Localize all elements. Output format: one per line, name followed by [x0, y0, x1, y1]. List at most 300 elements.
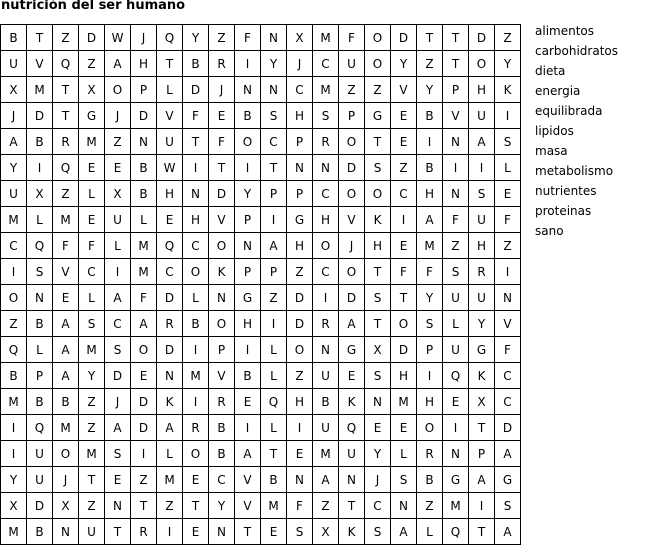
- grid-cell[interactable]: Y: [391, 51, 417, 77]
- grid-cell[interactable]: F: [209, 129, 235, 155]
- grid-cell[interactable]: D: [157, 285, 183, 311]
- grid-cell[interactable]: M: [131, 259, 157, 285]
- grid-cell[interactable]: D: [495, 415, 521, 441]
- grid-cell[interactable]: E: [391, 233, 417, 259]
- grid-cell[interactable]: E: [105, 467, 131, 493]
- grid-cell[interactable]: B: [417, 155, 443, 181]
- grid-cell[interactable]: B: [209, 441, 235, 467]
- grid-cell[interactable]: N: [313, 337, 339, 363]
- grid-cell[interactable]: E: [391, 129, 417, 155]
- grid-cell[interactable]: Q: [443, 363, 469, 389]
- grid-cell[interactable]: D: [339, 285, 365, 311]
- grid-cell[interactable]: Q: [157, 233, 183, 259]
- grid-cell[interactable]: Y: [183, 25, 209, 51]
- grid-cell[interactable]: T: [105, 519, 131, 545]
- grid-cell[interactable]: B: [313, 389, 339, 415]
- grid-cell[interactable]: I: [1, 441, 27, 467]
- grid-cell[interactable]: Z: [1, 311, 27, 337]
- grid-cell[interactable]: T: [157, 51, 183, 77]
- grid-cell[interactable]: M: [313, 25, 339, 51]
- grid-cell[interactable]: A: [105, 415, 131, 441]
- grid-cell[interactable]: O: [417, 415, 443, 441]
- grid-cell[interactable]: A: [235, 441, 261, 467]
- grid-cell[interactable]: N: [157, 363, 183, 389]
- grid-cell[interactable]: H: [365, 233, 391, 259]
- grid-cell[interactable]: S: [391, 467, 417, 493]
- grid-cell[interactable]: Z: [417, 51, 443, 77]
- grid-cell[interactable]: M: [1, 389, 27, 415]
- grid-cell[interactable]: U: [443, 337, 469, 363]
- grid-cell[interactable]: B: [1, 25, 27, 51]
- grid-cell[interactable]: H: [417, 181, 443, 207]
- grid-cell[interactable]: A: [105, 51, 131, 77]
- grid-cell[interactable]: D: [105, 363, 131, 389]
- grid-cell[interactable]: N: [261, 77, 287, 103]
- grid-cell[interactable]: F: [131, 285, 157, 311]
- grid-cell[interactable]: Q: [53, 51, 79, 77]
- grid-cell[interactable]: M: [79, 337, 105, 363]
- grid-cell[interactable]: R: [209, 51, 235, 77]
- grid-cell[interactable]: A: [1, 129, 27, 155]
- grid-cell[interactable]: S: [365, 155, 391, 181]
- grid-cell[interactable]: T: [183, 493, 209, 519]
- grid-cell[interactable]: Y: [1, 155, 27, 181]
- grid-cell[interactable]: Q: [27, 233, 53, 259]
- grid-cell[interactable]: M: [1, 207, 27, 233]
- grid-cell[interactable]: I: [131, 441, 157, 467]
- grid-cell[interactable]: M: [313, 441, 339, 467]
- grid-cell[interactable]: C: [313, 259, 339, 285]
- grid-cell[interactable]: N: [443, 441, 469, 467]
- grid-cell[interactable]: U: [339, 51, 365, 77]
- grid-cell[interactable]: U: [339, 441, 365, 467]
- grid-cell[interactable]: O: [339, 181, 365, 207]
- grid-cell[interactable]: L: [27, 337, 53, 363]
- grid-cell[interactable]: A: [53, 311, 79, 337]
- grid-cell[interactable]: D: [391, 25, 417, 51]
- grid-cell[interactable]: G: [469, 337, 495, 363]
- grid-cell[interactable]: S: [365, 519, 391, 545]
- grid-cell[interactable]: S: [105, 441, 131, 467]
- grid-cell[interactable]: I: [235, 415, 261, 441]
- grid-cell[interactable]: T: [235, 519, 261, 545]
- grid-cell[interactable]: B: [53, 389, 79, 415]
- grid-cell[interactable]: X: [1, 493, 27, 519]
- grid-cell[interactable]: J: [209, 77, 235, 103]
- grid-cell[interactable]: G: [235, 285, 261, 311]
- grid-cell[interactable]: U: [79, 519, 105, 545]
- grid-cell[interactable]: A: [495, 519, 521, 545]
- grid-cell[interactable]: E: [79, 155, 105, 181]
- grid-cell[interactable]: I: [443, 415, 469, 441]
- grid-cell[interactable]: J: [339, 233, 365, 259]
- grid-cell[interactable]: D: [287, 285, 313, 311]
- grid-cell[interactable]: H: [183, 207, 209, 233]
- grid-cell[interactable]: R: [313, 129, 339, 155]
- grid-cell[interactable]: P: [131, 77, 157, 103]
- grid-cell[interactable]: U: [443, 285, 469, 311]
- grid-cell[interactable]: C: [365, 493, 391, 519]
- grid-cell[interactable]: S: [365, 285, 391, 311]
- grid-cell[interactable]: C: [313, 51, 339, 77]
- grid-cell[interactable]: E: [79, 207, 105, 233]
- grid-cell[interactable]: Q: [443, 519, 469, 545]
- grid-cell[interactable]: C: [79, 259, 105, 285]
- grid-cell[interactable]: N: [131, 129, 157, 155]
- grid-cell[interactable]: E: [391, 415, 417, 441]
- grid-cell[interactable]: E: [261, 519, 287, 545]
- grid-cell[interactable]: R: [183, 415, 209, 441]
- grid-cell[interactable]: P: [417, 337, 443, 363]
- grid-cell[interactable]: T: [365, 259, 391, 285]
- grid-cell[interactable]: Y: [209, 493, 235, 519]
- grid-cell[interactable]: L: [391, 441, 417, 467]
- grid-cell[interactable]: Z: [391, 155, 417, 181]
- grid-cell[interactable]: D: [157, 337, 183, 363]
- grid-cell[interactable]: J: [53, 467, 79, 493]
- grid-cell[interactable]: V: [443, 103, 469, 129]
- grid-cell[interactable]: F: [183, 103, 209, 129]
- grid-cell[interactable]: I: [261, 207, 287, 233]
- grid-cell[interactable]: I: [469, 493, 495, 519]
- grid-cell[interactable]: N: [235, 233, 261, 259]
- grid-cell[interactable]: X: [469, 389, 495, 415]
- grid-cell[interactable]: N: [183, 181, 209, 207]
- grid-cell[interactable]: I: [287, 415, 313, 441]
- grid-cell[interactable]: H: [131, 51, 157, 77]
- grid-cell[interactable]: F: [391, 259, 417, 285]
- grid-cell[interactable]: N: [235, 77, 261, 103]
- grid-cell[interactable]: O: [287, 337, 313, 363]
- grid-cell[interactable]: N: [287, 155, 313, 181]
- grid-cell[interactable]: U: [469, 103, 495, 129]
- grid-cell[interactable]: G: [339, 337, 365, 363]
- grid-cell[interactable]: B: [235, 363, 261, 389]
- grid-cell[interactable]: D: [391, 337, 417, 363]
- grid-cell[interactable]: F: [417, 259, 443, 285]
- grid-cell[interactable]: R: [469, 259, 495, 285]
- grid-cell[interactable]: S: [79, 311, 105, 337]
- grid-cell[interactable]: A: [131, 311, 157, 337]
- grid-cell[interactable]: H: [157, 181, 183, 207]
- grid-cell[interactable]: F: [495, 337, 521, 363]
- grid-cell[interactable]: P: [209, 337, 235, 363]
- grid-cell[interactable]: S: [365, 363, 391, 389]
- grid-cell[interactable]: O: [1, 285, 27, 311]
- grid-cell[interactable]: Z: [313, 493, 339, 519]
- grid-cell[interactable]: L: [157, 441, 183, 467]
- grid-cell[interactable]: J: [1, 103, 27, 129]
- grid-cell[interactable]: I: [417, 363, 443, 389]
- grid-cell[interactable]: M: [27, 77, 53, 103]
- grid-cell[interactable]: O: [105, 77, 131, 103]
- grid-cell[interactable]: U: [27, 441, 53, 467]
- grid-cell[interactable]: C: [287, 77, 313, 103]
- grid-cell[interactable]: J: [365, 467, 391, 493]
- grid-cell[interactable]: Q: [27, 415, 53, 441]
- grid-cell[interactable]: F: [287, 493, 313, 519]
- grid-cell[interactable]: N: [287, 467, 313, 493]
- grid-cell[interactable]: L: [27, 207, 53, 233]
- grid-cell[interactable]: E: [339, 363, 365, 389]
- grid-cell[interactable]: X: [365, 337, 391, 363]
- grid-cell[interactable]: C: [391, 181, 417, 207]
- grid-cell[interactable]: I: [183, 389, 209, 415]
- grid-cell[interactable]: Q: [157, 25, 183, 51]
- grid-cell[interactable]: L: [105, 233, 131, 259]
- grid-cell[interactable]: O: [53, 441, 79, 467]
- grid-cell[interactable]: I: [183, 337, 209, 363]
- grid-cell[interactable]: H: [287, 233, 313, 259]
- grid-cell[interactable]: O: [209, 311, 235, 337]
- grid-cell[interactable]: R: [53, 129, 79, 155]
- grid-cell[interactable]: M: [131, 233, 157, 259]
- grid-cell[interactable]: L: [495, 155, 521, 181]
- grid-cell[interactable]: H: [417, 389, 443, 415]
- grid-cell[interactable]: T: [183, 129, 209, 155]
- grid-cell[interactable]: Y: [495, 51, 521, 77]
- grid-cell[interactable]: F: [53, 233, 79, 259]
- grid-cell[interactable]: R: [313, 311, 339, 337]
- grid-cell[interactable]: I: [1, 259, 27, 285]
- grid-cell[interactable]: J: [287, 51, 313, 77]
- grid-cell[interactable]: B: [27, 389, 53, 415]
- grid-cell[interactable]: F: [235, 25, 261, 51]
- grid-cell[interactable]: Z: [79, 493, 105, 519]
- grid-cell[interactable]: L: [261, 415, 287, 441]
- grid-cell[interactable]: Z: [209, 25, 235, 51]
- grid-cell[interactable]: V: [495, 311, 521, 337]
- grid-cell[interactable]: Y: [417, 77, 443, 103]
- grid-cell[interactable]: E: [495, 181, 521, 207]
- grid-cell[interactable]: Q: [1, 337, 27, 363]
- grid-cell[interactable]: Y: [261, 51, 287, 77]
- grid-cell[interactable]: S: [105, 337, 131, 363]
- grid-cell[interactable]: E: [53, 285, 79, 311]
- grid-cell[interactable]: O: [365, 25, 391, 51]
- grid-cell[interactable]: V: [391, 77, 417, 103]
- grid-cell[interactable]: L: [261, 337, 287, 363]
- grid-cell[interactable]: K: [157, 389, 183, 415]
- grid-cell[interactable]: I: [261, 311, 287, 337]
- grid-cell[interactable]: L: [183, 285, 209, 311]
- grid-cell[interactable]: Z: [79, 51, 105, 77]
- grid-cell[interactable]: E: [287, 441, 313, 467]
- grid-cell[interactable]: O: [365, 181, 391, 207]
- grid-cell[interactable]: O: [391, 311, 417, 337]
- grid-cell[interactable]: N: [391, 493, 417, 519]
- grid-cell[interactable]: S: [261, 103, 287, 129]
- grid-cell[interactable]: S: [417, 311, 443, 337]
- grid-cell[interactable]: M: [53, 415, 79, 441]
- grid-cell[interactable]: T: [443, 25, 469, 51]
- grid-cell[interactable]: H: [287, 389, 313, 415]
- grid-cell[interactable]: Q: [53, 155, 79, 181]
- grid-cell[interactable]: U: [105, 207, 131, 233]
- grid-cell[interactable]: A: [53, 363, 79, 389]
- grid-cell[interactable]: D: [27, 493, 53, 519]
- grid-cell[interactable]: T: [53, 77, 79, 103]
- grid-cell[interactable]: T: [365, 311, 391, 337]
- grid-cell[interactable]: T: [79, 467, 105, 493]
- grid-cell[interactable]: H: [235, 311, 261, 337]
- grid-cell[interactable]: Y: [365, 441, 391, 467]
- grid-cell[interactable]: G: [287, 207, 313, 233]
- grid-cell[interactable]: I: [417, 129, 443, 155]
- grid-cell[interactable]: C: [183, 233, 209, 259]
- grid-cell[interactable]: C: [1, 233, 27, 259]
- grid-cell[interactable]: B: [417, 467, 443, 493]
- grid-cell[interactable]: A: [313, 467, 339, 493]
- grid-cell[interactable]: P: [469, 441, 495, 467]
- grid-cell[interactable]: N: [209, 519, 235, 545]
- grid-cell[interactable]: T: [339, 493, 365, 519]
- grid-cell[interactable]: B: [209, 415, 235, 441]
- grid-cell[interactable]: D: [287, 311, 313, 337]
- grid-cell[interactable]: M: [1, 519, 27, 545]
- grid-cell[interactable]: A: [261, 233, 287, 259]
- grid-cell[interactable]: S: [443, 259, 469, 285]
- grid-cell[interactable]: D: [339, 155, 365, 181]
- grid-cell[interactable]: T: [469, 519, 495, 545]
- grid-cell[interactable]: D: [183, 77, 209, 103]
- grid-cell[interactable]: F: [339, 25, 365, 51]
- grid-cell[interactable]: B: [27, 129, 53, 155]
- grid-cell[interactable]: T: [443, 51, 469, 77]
- grid-cell[interactable]: T: [365, 129, 391, 155]
- grid-cell[interactable]: I: [183, 155, 209, 181]
- grid-cell[interactable]: M: [443, 493, 469, 519]
- grid-cell[interactable]: R: [209, 389, 235, 415]
- grid-cell[interactable]: W: [157, 155, 183, 181]
- grid-cell[interactable]: S: [469, 181, 495, 207]
- grid-cell[interactable]: E: [157, 207, 183, 233]
- grid-cell[interactable]: F: [495, 207, 521, 233]
- grid-cell[interactable]: D: [131, 389, 157, 415]
- grid-cell[interactable]: D: [79, 25, 105, 51]
- grid-cell[interactable]: B: [27, 311, 53, 337]
- grid-cell[interactable]: G: [495, 467, 521, 493]
- grid-cell[interactable]: M: [391, 389, 417, 415]
- grid-cell[interactable]: U: [157, 129, 183, 155]
- grid-cell[interactable]: E: [131, 363, 157, 389]
- grid-cell[interactable]: Z: [157, 493, 183, 519]
- grid-cell[interactable]: G: [443, 467, 469, 493]
- grid-cell[interactable]: X: [79, 77, 105, 103]
- grid-cell[interactable]: T: [391, 285, 417, 311]
- grid-cell[interactable]: Q: [339, 415, 365, 441]
- grid-cell[interactable]: K: [339, 519, 365, 545]
- grid-cell[interactable]: H: [313, 207, 339, 233]
- grid-cell[interactable]: D: [131, 103, 157, 129]
- grid-cell[interactable]: T: [53, 103, 79, 129]
- grid-cell[interactable]: T: [261, 441, 287, 467]
- grid-cell[interactable]: L: [79, 181, 105, 207]
- grid-cell[interactable]: X: [313, 519, 339, 545]
- grid-cell[interactable]: A: [105, 285, 131, 311]
- grid-cell[interactable]: I: [495, 103, 521, 129]
- grid-cell[interactable]: V: [27, 51, 53, 77]
- grid-cell[interactable]: O: [365, 51, 391, 77]
- grid-cell[interactable]: X: [1, 77, 27, 103]
- grid-cell[interactable]: U: [27, 467, 53, 493]
- grid-cell[interactable]: Z: [79, 389, 105, 415]
- grid-cell[interactable]: H: [469, 77, 495, 103]
- grid-cell[interactable]: I: [1, 415, 27, 441]
- grid-cell[interactable]: J: [105, 389, 131, 415]
- grid-cell[interactable]: K: [495, 77, 521, 103]
- grid-cell[interactable]: H: [287, 103, 313, 129]
- grid-cell[interactable]: I: [157, 519, 183, 545]
- grid-cell[interactable]: E: [183, 519, 209, 545]
- grid-cell[interactable]: L: [131, 207, 157, 233]
- grid-cell[interactable]: D: [209, 181, 235, 207]
- grid-cell[interactable]: K: [209, 259, 235, 285]
- grid-cell[interactable]: F: [79, 233, 105, 259]
- grid-cell[interactable]: N: [365, 389, 391, 415]
- grid-cell[interactable]: N: [105, 493, 131, 519]
- grid-cell[interactable]: E: [209, 103, 235, 129]
- grid-cell[interactable]: O: [183, 259, 209, 285]
- grid-cell[interactable]: J: [105, 103, 131, 129]
- grid-cell[interactable]: T: [417, 25, 443, 51]
- grid-cell[interactable]: P: [339, 103, 365, 129]
- grid-cell[interactable]: X: [53, 493, 79, 519]
- grid-cell[interactable]: Z: [443, 233, 469, 259]
- grid-cell[interactable]: A: [417, 207, 443, 233]
- grid-cell[interactable]: U: [1, 51, 27, 77]
- grid-cell[interactable]: L: [443, 311, 469, 337]
- grid-cell[interactable]: Z: [339, 77, 365, 103]
- grid-cell[interactable]: C: [105, 311, 131, 337]
- grid-cell[interactable]: O: [131, 337, 157, 363]
- grid-cell[interactable]: P: [235, 259, 261, 285]
- grid-cell[interactable]: P: [287, 181, 313, 207]
- grid-cell[interactable]: Y: [1, 467, 27, 493]
- grid-cell[interactable]: H: [469, 233, 495, 259]
- grid-cell[interactable]: A: [469, 467, 495, 493]
- grid-cell[interactable]: J: [131, 25, 157, 51]
- grid-cell[interactable]: B: [235, 103, 261, 129]
- grid-cell[interactable]: O: [313, 233, 339, 259]
- grid-cell[interactable]: Y: [469, 311, 495, 337]
- grid-cell[interactable]: N: [313, 155, 339, 181]
- grid-cell[interactable]: E: [365, 415, 391, 441]
- grid-cell[interactable]: R: [417, 441, 443, 467]
- grid-cell[interactable]: Z: [105, 129, 131, 155]
- grid-cell[interactable]: M: [183, 363, 209, 389]
- grid-cell[interactable]: L: [261, 363, 287, 389]
- grid-cell[interactable]: N: [339, 467, 365, 493]
- grid-cell[interactable]: S: [495, 493, 521, 519]
- grid-cell[interactable]: E: [391, 103, 417, 129]
- grid-cell[interactable]: C: [313, 181, 339, 207]
- grid-cell[interactable]: N: [443, 181, 469, 207]
- grid-cell[interactable]: A: [53, 337, 79, 363]
- grid-cell[interactable]: K: [339, 389, 365, 415]
- grid-cell[interactable]: Y: [235, 181, 261, 207]
- grid-cell[interactable]: T: [27, 25, 53, 51]
- grid-cell[interactable]: P: [235, 207, 261, 233]
- grid-cell[interactable]: Q: [261, 389, 287, 415]
- grid-cell[interactable]: B: [417, 103, 443, 129]
- grid-cell[interactable]: T: [469, 415, 495, 441]
- grid-cell[interactable]: O: [183, 441, 209, 467]
- grid-cell[interactable]: I: [313, 285, 339, 311]
- grid-cell[interactable]: Z: [495, 25, 521, 51]
- grid-cell[interactable]: E: [183, 467, 209, 493]
- grid-cell[interactable]: B: [183, 311, 209, 337]
